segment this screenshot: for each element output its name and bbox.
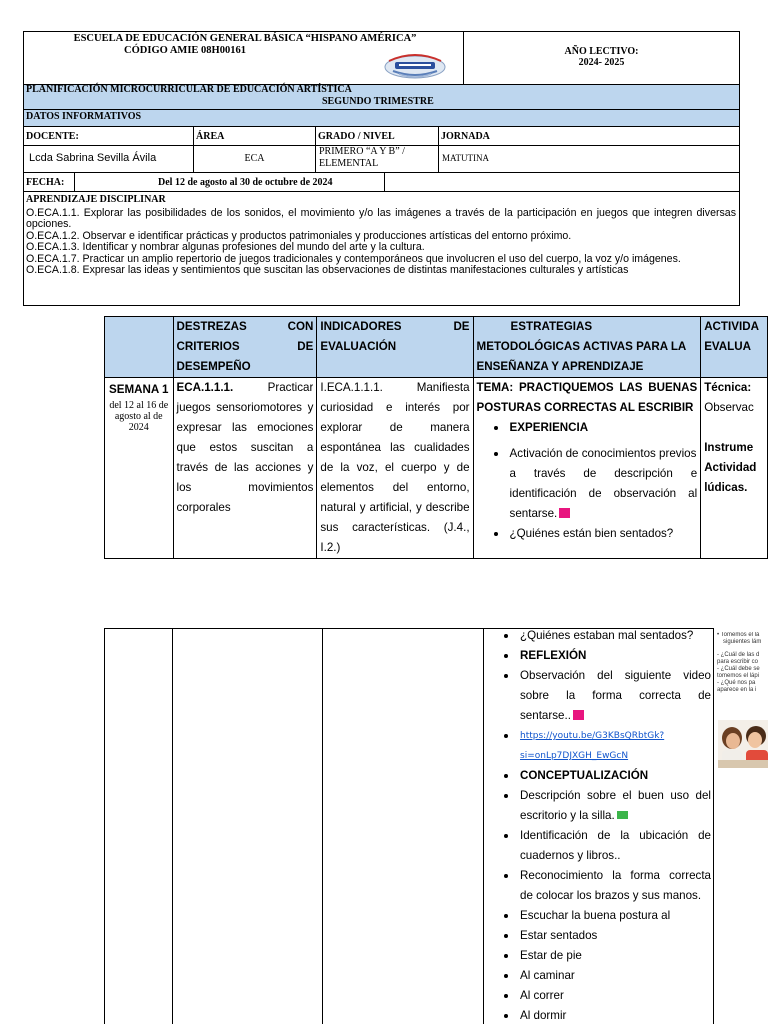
- reconocimiento-line: Reconocimiento la forma correcta: [520, 869, 711, 882]
- instrumento-value: lúdicas.: [704, 481, 748, 494]
- list-item: ¿Quiénes estaban mal sentados?: [487, 626, 711, 646]
- header-destrezas-cell: [173, 317, 317, 378]
- side-note-line: aparece en la i: [717, 687, 757, 693]
- aprendizaje-title: APRENDIZAJE DISCIPLINAR: [26, 194, 166, 205]
- header-text: DE: [297, 340, 314, 353]
- destreza-line: los movimientos: [176, 481, 314, 494]
- children-writing-photo: [718, 720, 768, 768]
- header-text: CON: [287, 320, 314, 333]
- header-text: ESTRATEGIAS: [510, 320, 593, 333]
- indicador-line: explorar de manera: [320, 421, 470, 434]
- indicador-line: de la voz, el cuerpo y de: [320, 461, 470, 474]
- destreza-cell: [173, 378, 317, 559]
- reconocimiento-line: de colocar los brazos y sus manos.: [520, 889, 702, 902]
- area-value: ECA: [244, 153, 265, 164]
- destreza-line: juegos sensoriomotores y: [176, 401, 314, 414]
- side-note-line: tomemos el lápi: [717, 673, 760, 679]
- descripcion-line: Descripción sobre el buen uso del: [520, 789, 711, 802]
- side-note-line: - ¿Cuál de las d: [717, 652, 760, 658]
- activacion-line: a través de descripción e: [509, 467, 698, 480]
- tema-line: POSTURAS CORRECTAS AL ESCRIBIR: [476, 401, 694, 414]
- objective-item: O.ECA.1.3. Identificar y nombrar algunas profesiones del mundo del arte y la cultura.: [26, 241, 425, 254]
- tecnica-label: Técnica:: [704, 381, 752, 394]
- aprendizaje-list: [25, 208, 737, 276]
- list-item[interactable]: [487, 726, 711, 766]
- descripcion-line: escritorio y la silla.: [520, 809, 615, 822]
- header-week-cell: [105, 317, 174, 378]
- header-indicadores-cell: [317, 317, 473, 378]
- header-text: EVALUACIÓN: [320, 340, 397, 353]
- indicador-line: curiosidad e interés por: [320, 401, 470, 414]
- school-logo: [379, 47, 451, 81]
- destreza-line: Practicar: [267, 381, 314, 394]
- side-note-line: - ¿Qué nos pa: [717, 680, 756, 686]
- conceptualizacion-heading: CONCEPTUALIZACIÓN: [487, 766, 711, 786]
- indicador-cell: [317, 378, 473, 559]
- header-text: METODOLÓGICAS ACTIVAS PARA LA: [476, 340, 687, 353]
- header-text: DE: [453, 320, 470, 333]
- fecha-value: Del 12 de agosto al 30 de octubre de 2024: [158, 177, 333, 188]
- list-item: [487, 866, 711, 906]
- docente-label: DOCENTE:: [26, 131, 79, 142]
- jornada-value: MATUTINA: [442, 153, 489, 163]
- grado-value: PRIMERO “A Y B” / ELEMENTAL: [319, 146, 405, 169]
- objective-item: O.ECA.1.1. Explorar las posibilidades de los sonidos, el movimiento y/o las imágenes a través de la participación en juegos que integren diversas opciones.: [26, 207, 736, 231]
- docente-value: Lcda Sabrina Sevilla Ávila: [29, 152, 157, 164]
- header-text: DESEMPEÑO: [176, 360, 251, 373]
- term-label: SEGUNDO TRIMESTRE: [322, 96, 434, 107]
- week-dates: del 12 al 16 de agosto al de 2024: [109, 400, 169, 433]
- experiencia-heading: EXPERIENCIA: [477, 418, 698, 438]
- grado-label: GRADO / NIVEL: [318, 131, 395, 142]
- planning-table: [104, 316, 768, 559]
- indicador-line: natural y artificial, y describe: [320, 501, 470, 514]
- activacion-line: identificación de observación al: [509, 487, 698, 500]
- list-item: ¿Quiénes están bien sentados?: [477, 524, 698, 544]
- objective-item: O.ECA.1.8. Expresar las ideas y sentimientos que suscitan las observaciones de distintas manifestaciones culturales y artísticas: [26, 264, 629, 277]
- list-item: [477, 444, 698, 524]
- fecha-label: FECHA:: [26, 177, 65, 188]
- list-item: [487, 826, 711, 866]
- identificacion-line: cuadernos y libros..: [520, 849, 621, 862]
- indicador-line: I.ECA.1.1.1. Manifiesta: [320, 381, 470, 394]
- video-link[interactable]: https://youtu.be/G3KBsQRbtGk?: [520, 731, 665, 741]
- indicador-line: elementos del entorno,: [320, 481, 470, 494]
- activacion-line: Activación de conocimientos previos: [509, 447, 697, 460]
- list-item: Estar de pie: [487, 946, 711, 966]
- destreza-line: corporales: [176, 501, 231, 514]
- list-item: Estar sentados: [487, 926, 711, 946]
- objective-item: O.ECA.1.7. Practicar un amplio repertorio de juegos tradicionales y contemporáneos que involucren el uso del cuerpo, la voz y/o imágenes.: [26, 252, 681, 265]
- school-year-label: AÑO LECTIVO:: [564, 46, 639, 57]
- column-divider: [322, 628, 323, 1024]
- week-label: SEMANA 1: [109, 383, 169, 396]
- school-name: ESCUELA DE EDUCACIÓN GENERAL BÁSICA “HISPANO AMÉRICA”: [73, 33, 417, 44]
- fecha-empty-cell: [384, 172, 740, 192]
- list-item: Al correr: [487, 986, 711, 1006]
- magenta-marker: [573, 710, 584, 720]
- side-note-line: para escribir co: [717, 659, 759, 665]
- jornada-label: JORNADA: [441, 131, 490, 142]
- table-header-row: [105, 317, 768, 378]
- side-notes: [717, 632, 768, 694]
- indicador-line: I.2.): [320, 541, 341, 554]
- column-divider: [172, 628, 173, 1024]
- header-text: DESTREZAS: [176, 320, 247, 333]
- list-item: [487, 666, 711, 726]
- info-title: DATOS INFORMATIVOS: [26, 111, 142, 122]
- destreza-line: través de las acciones y: [176, 461, 314, 474]
- column-divider: [713, 628, 714, 1024]
- area-label: ÁREA: [196, 131, 225, 142]
- identificacion-line: Identificación de la ubicación de: [520, 829, 711, 842]
- header-actividades-cell: [701, 317, 768, 378]
- side-note-line: siguientes lám: [723, 639, 762, 645]
- destreza-line: que estos suscitan a: [176, 441, 314, 454]
- indicador-line: espontánea las cualidades: [320, 441, 470, 454]
- instrumento-value: Actividad: [704, 461, 757, 474]
- video-line: Observación del siguiente video: [520, 669, 711, 682]
- estrategia-continued: [487, 626, 711, 1026]
- side-note-line: - ¿Cuál debe se: [717, 666, 760, 672]
- video-line: sentarse..: [520, 709, 571, 722]
- column-divider: [483, 628, 484, 1024]
- activacion-line: sentarse.: [509, 507, 558, 520]
- school-year: 2024- 2025: [578, 57, 625, 68]
- header-text: ENSEÑANZA Y APRENDIZAJE: [476, 360, 644, 373]
- list-item: Al dormir: [487, 1006, 711, 1026]
- header-text: INDICADORES: [320, 320, 402, 333]
- actividades-cell: [701, 378, 768, 559]
- header-estrategias-cell: [473, 317, 701, 378]
- objective-item: O.ECA.1.2. Observar e identificar prácticas y productos patrimoniales y producciones artísticas del entorno próximo.: [26, 229, 572, 242]
- table-row: [105, 378, 768, 559]
- amie-code: CÓDIGO AMIE 08H00161: [124, 45, 246, 56]
- tecnica-value: Observac: [704, 401, 754, 414]
- destreza-line: expresar las emociones: [176, 421, 314, 434]
- header-text: EVALUA: [704, 340, 751, 353]
- header-text: ACTIVIDA: [704, 320, 759, 333]
- week-cell: [105, 378, 174, 559]
- side-note-line: • Tomemos el lá: [717, 632, 760, 638]
- estrategia-cell: [473, 378, 701, 559]
- reflexion-heading: REFLEXIÓN: [487, 646, 711, 666]
- indicador-line: sus características. (J.4.,: [320, 521, 470, 534]
- video-line: sobre la forma correcta de: [520, 689, 711, 702]
- magenta-marker: [559, 508, 570, 518]
- instrumento-label: Instrume: [704, 441, 754, 454]
- header-text: CRITERIOS: [176, 340, 240, 353]
- green-marker: [617, 811, 628, 819]
- school-year-block: [463, 46, 740, 68]
- list-item: Al caminar: [487, 966, 711, 986]
- tema-line: TEMA: PRACTIQUEMOS LAS BUENAS: [476, 381, 698, 394]
- list-item: Escuchar la buena postura al: [487, 906, 711, 926]
- video-link[interactable]: si=onLp7DJXGH_EwGcN: [520, 751, 629, 761]
- list-item: [487, 786, 711, 826]
- plan-title: PLANIFICACIÓN MICROCURRICULAR DE EDUCACIÓN ARTÍSTICA: [26, 84, 352, 95]
- destreza-code: ECA.1.1.1.: [176, 381, 234, 394]
